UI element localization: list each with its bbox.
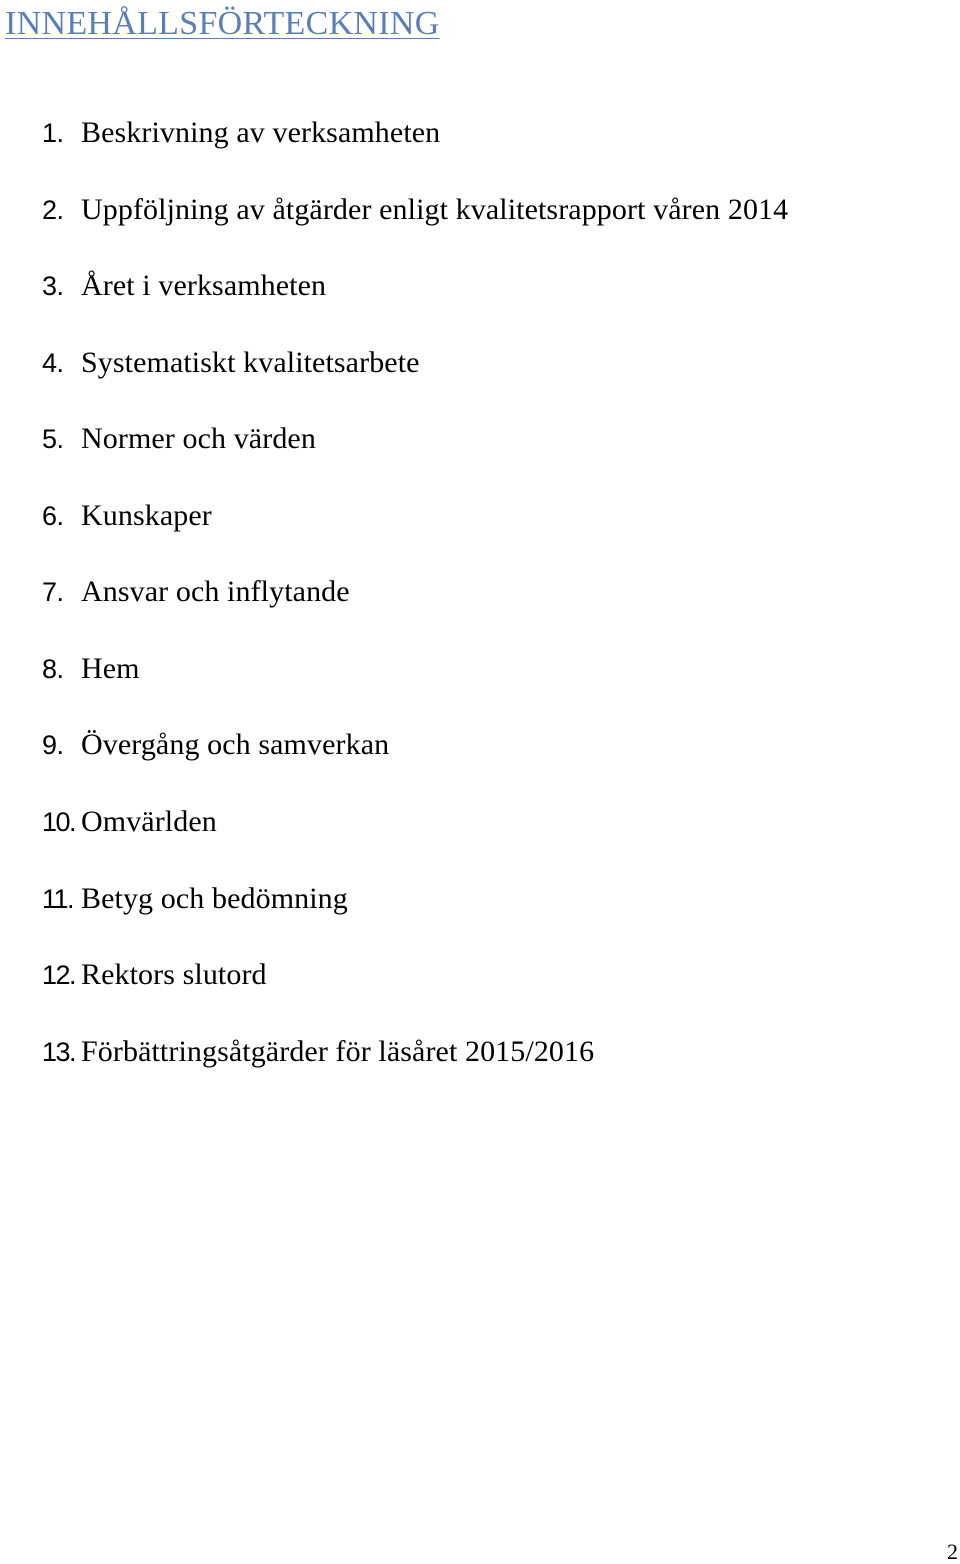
toc-item[interactable] <box>0 113 940 153</box>
toc-item[interactable] <box>0 1032 940 1072</box>
toc-item-number: 11. <box>42 884 74 914</box>
toc-item-label: Övergång och samverkan <box>81 728 390 761</box>
toc-item-label: Hem <box>81 652 140 685</box>
toc-item-number: 8. <box>42 654 64 684</box>
toc-item-label: Förbättringsåtgärder för läsåret 2015/2016 <box>81 1035 595 1068</box>
toc-item-label: Betyg och bedömning <box>81 882 348 915</box>
toc-item-label: Omvärlden <box>81 805 217 838</box>
toc-item-label: Kunskaper <box>81 499 212 532</box>
toc-item[interactable] <box>0 955 940 995</box>
toc-item-number: 3. <box>42 271 64 301</box>
toc-item-label: Systematiskt kvalitetsarbete <box>81 346 420 379</box>
toc-item[interactable] <box>0 496 940 536</box>
toc-item[interactable] <box>0 572 940 612</box>
toc-item-label: Uppföljning av åtgärder enligt kvalitetsrapport våren 2014 <box>81 193 789 226</box>
toc-item-number: 6. <box>42 501 64 531</box>
toc-item-number: 13. <box>42 1037 76 1067</box>
toc-item-label: Ansvar och inflytande <box>81 575 350 608</box>
toc-item-label: Rektors slutord <box>81 958 267 991</box>
toc-item-number: 1. <box>42 118 64 148</box>
toc-item[interactable] <box>0 190 940 230</box>
toc-item[interactable] <box>0 802 940 842</box>
toc-item-number: 9. <box>42 730 64 760</box>
toc-item[interactable] <box>0 725 940 765</box>
toc-item-number: 10. <box>42 807 76 837</box>
toc-item-number: 7. <box>42 577 64 607</box>
toc-item-label: Beskrivning av verksamheten <box>81 116 441 149</box>
toc-item-label: Året i verksamheten <box>81 269 327 302</box>
page-number: 2 <box>947 1539 958 1564</box>
toc-item[interactable] <box>0 879 940 919</box>
toc-item[interactable] <box>0 343 940 383</box>
toc-item-label: Normer och värden <box>81 422 316 455</box>
toc-title: INNEHÅLLSFÖRTECKNING <box>5 5 440 42</box>
toc-item-number: 2. <box>42 195 64 225</box>
toc-item-number: 4. <box>42 348 64 378</box>
toc-item[interactable] <box>0 419 940 459</box>
toc-item-number: 5. <box>42 424 64 454</box>
toc-item[interactable] <box>0 649 940 689</box>
toc-item[interactable] <box>0 266 940 306</box>
toc-item-number: 12. <box>42 960 76 990</box>
